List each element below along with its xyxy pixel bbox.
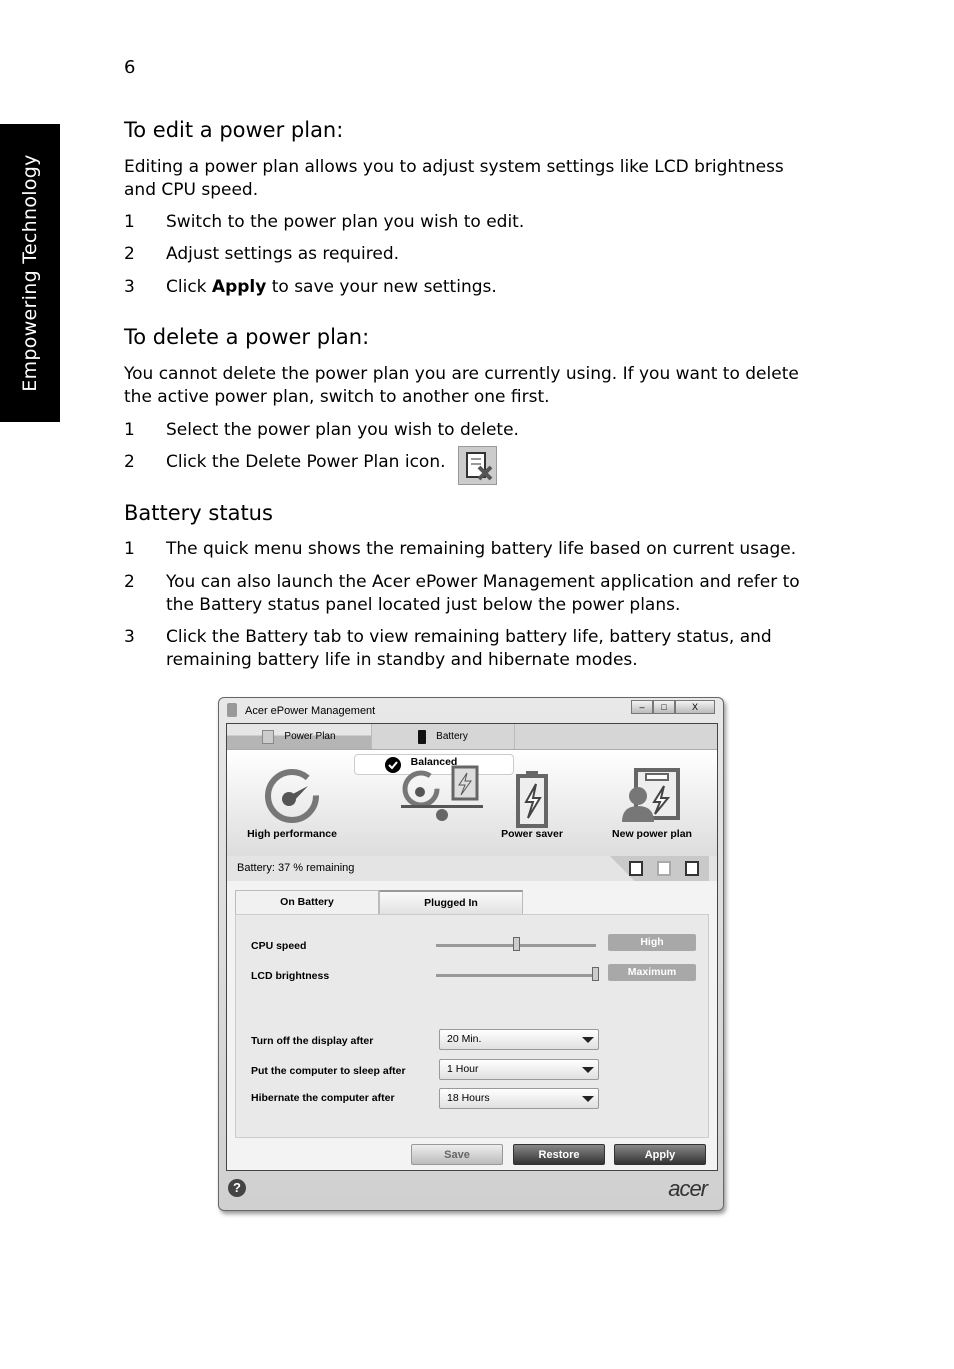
step-text-post: to save your new settings.	[266, 277, 497, 297]
cpu-speed-label: CPU speed	[251, 940, 307, 952]
document-icon	[262, 730, 274, 744]
edit-intro: Editing a power plan allows you to adjust system settings like LCD brightness and CPU speed.	[124, 157, 784, 200]
dropdown-arrow-icon	[582, 1067, 594, 1073]
heading-delete: To delete a power plan:	[124, 325, 370, 349]
list-item	[124, 276, 814, 299]
close-button[interactable]: X	[675, 700, 715, 714]
plan-label: High performance	[247, 828, 337, 840]
step-number: 3	[124, 277, 135, 297]
plan-label: Power saver	[501, 828, 563, 840]
delete-power-plan-icon	[458, 446, 497, 485]
lcd-brightness-slider[interactable]	[436, 974, 596, 977]
battery-status-bar	[227, 856, 717, 881]
side-tab	[0, 124, 60, 422]
tab-plugged-in[interactable]: Plugged In	[379, 890, 523, 914]
list-item	[124, 243, 814, 266]
settings-panel	[235, 914, 709, 1138]
window-controls	[631, 700, 715, 714]
step-text: You can also launch the Acer ePower Management application and refer to the Battery status panel located just below the power plans.	[166, 572, 800, 615]
help-icon[interactable]: ?	[228, 1179, 246, 1197]
new-plan-icon	[620, 766, 684, 826]
step-number: 2	[124, 572, 135, 592]
cpu-speed-value: High	[608, 934, 696, 951]
battery-bolt-icon	[512, 770, 552, 830]
plan-new-power-plan[interactable]	[593, 754, 711, 842]
plan-power-saver[interactable]	[473, 754, 591, 842]
step-number: 2	[124, 244, 135, 264]
app-window	[218, 697, 724, 1211]
cpu-speed-slider[interactable]	[436, 944, 596, 947]
step-number: 2	[124, 452, 135, 472]
select-value: 20 Min.	[447, 1033, 482, 1045]
speedometer-icon	[262, 766, 322, 826]
heading-edit: To edit a power plan:	[124, 118, 344, 142]
hibernate-select[interactable]	[439, 1088, 599, 1109]
tab-label: Power Plan	[284, 731, 336, 742]
page-number: 6	[124, 57, 136, 78]
dropdown-arrow-icon	[582, 1037, 594, 1043]
step-number: 1	[124, 212, 135, 232]
display-off-select[interactable]	[439, 1029, 599, 1050]
step-number: 1	[124, 420, 135, 440]
step-text-bold: Apply	[211, 277, 267, 297]
step-text: Adjust settings as required.	[166, 244, 400, 264]
tab-battery[interactable]	[371, 724, 515, 749]
step-text: The quick menu shows the remaining battery life based on current usage.	[166, 539, 797, 559]
apply-button[interactable]: Apply	[614, 1144, 706, 1165]
tab-on-battery[interactable]: On Battery	[235, 890, 379, 914]
new-plan-icon[interactable]	[629, 861, 643, 876]
main-tabs	[227, 724, 717, 750]
sleep-select[interactable]	[439, 1059, 599, 1080]
delete-intro: You cannot delete the power plan you are currently using. If you want to delete the active power plan, switch to another one first.	[124, 364, 799, 407]
step-text: Click the Battery tab to view remaining battery life, battery status, and remaining battery life in standby and hibernate modes.	[166, 627, 772, 670]
side-tab-label: Empowering Technology	[19, 154, 41, 392]
slider-thumb[interactable]	[513, 937, 520, 951]
maximize-button[interactable]: □	[653, 700, 675, 714]
power-plans	[227, 750, 717, 856]
plan-label: New power plan	[612, 828, 692, 840]
select-value: 1 Hour	[447, 1063, 479, 1075]
list-item	[124, 626, 844, 672]
dropdown-arrow-icon	[582, 1096, 594, 1102]
plan-high-performance[interactable]	[233, 754, 351, 842]
lcd-brightness-label: LCD brightness	[251, 970, 330, 982]
window-body	[226, 723, 718, 1171]
lcd-brightness-value: Maximum	[608, 964, 696, 981]
export-plan-icon[interactable]	[685, 861, 699, 876]
battery-icon	[418, 730, 426, 744]
step-text	[166, 276, 814, 299]
delete-plan-icon[interactable]	[657, 861, 671, 876]
window-title: Acer ePower Management	[245, 705, 376, 717]
step-number: 3	[124, 627, 135, 647]
minimize-button[interactable]: –	[631, 700, 653, 714]
step-text-pre: Click	[166, 277, 212, 297]
hibernate-label: Hibernate the computer after	[251, 1092, 395, 1104]
select-value: 18 Hours	[447, 1092, 490, 1104]
step-number: 1	[124, 539, 135, 559]
battery-status-text: Battery: 37 % remaining	[237, 862, 355, 874]
sleep-label: Put the computer to sleep after	[251, 1065, 406, 1077]
tab-power-plan[interactable]	[227, 724, 371, 749]
display-off-label: Turn off the display after	[251, 1035, 374, 1047]
step-text: Switch to the power plan you wish to edit.	[166, 212, 525, 232]
list-item	[124, 419, 814, 442]
step-text: Click the Delete Power Plan icon.	[166, 452, 446, 472]
slider-thumb[interactable]	[592, 967, 599, 981]
app-icon	[227, 703, 237, 717]
list-item	[124, 571, 844, 617]
list-item	[124, 211, 814, 234]
step-text: Select the power plan you wish to delete.	[166, 420, 519, 440]
acer-logo: acer	[668, 1176, 707, 1201]
restore-button[interactable]: Restore	[513, 1144, 605, 1165]
plan-label: Balanced	[410, 756, 458, 768]
tab-label: Battery	[436, 731, 468, 742]
list-item	[124, 538, 814, 561]
heading-battery: Battery status	[124, 501, 273, 525]
save-button[interactable]: Save	[411, 1144, 503, 1165]
